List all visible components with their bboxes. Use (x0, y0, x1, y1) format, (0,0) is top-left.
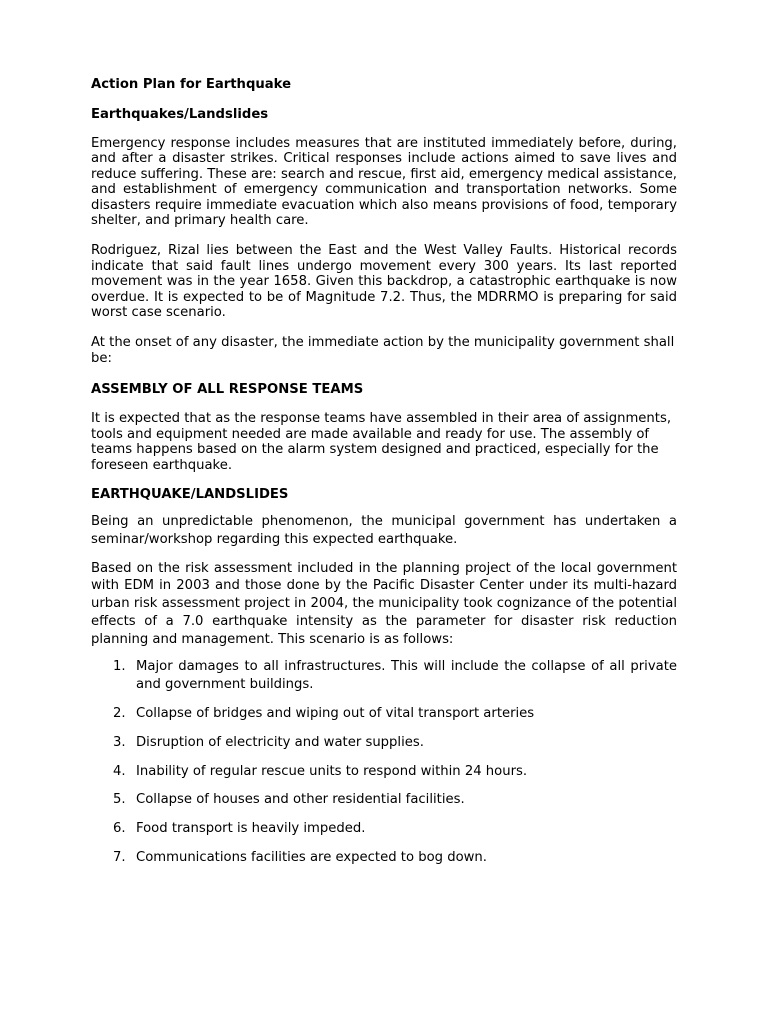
list-item (91, 734, 677, 752)
emergency-response-paragraph: Emergency response includes measures that are instituted immediately before, during, and after a disaster strikes. Critical responses include actions aimed to save lives and reduce suffering. These are: search and rescue, first aid, emergency medical assistance, and establishment of emergency communication and transportation networks. Some disasters require immediate evacuation which also means provisions of food, temporary shelter, and primary health care. (91, 136, 677, 229)
seminar-paragraph: Being an unpredictable phenomenon, the municipal government has undertaken a seminar/workshop regarding this expected earthquake. (91, 513, 677, 547)
list-item-text: Inability of regular rescue units to respond within 24 hours. (136, 763, 528, 779)
list-item-text: Collapse of houses and other residential facilities. (136, 792, 465, 808)
list-item-text: Communications facilities are expected to bog down. (136, 850, 487, 866)
list-item (91, 658, 677, 694)
assembly-heading: ASSEMBLY OF ALL RESPONSE TEAMS (91, 382, 364, 398)
list-item-number: 3. (113, 734, 126, 750)
list-item-number: 4. (113, 763, 126, 779)
list-item-text: Collapse of bridges and wiping out of vital transport arteries (136, 706, 535, 722)
list-item (91, 763, 677, 781)
list-item (91, 849, 677, 867)
document-subtitle: Earthquakes/Landslides (91, 107, 269, 122)
scenario-list (91, 658, 677, 866)
document-title: Action Plan for Earthquake (91, 77, 292, 92)
list-item-number: 6. (113, 821, 126, 837)
list-item-number: 7. (113, 850, 126, 866)
assembly-paragraph: It is expected that as the response teams have assembled in their area of assignments, tools and equipment needed are made available and ready for use. The assembly of teams happens based on the alarm system designed and practiced, especially for the foreseen earthquake. (91, 411, 672, 473)
fault-lines-paragraph: Rodriguez, Rizal lies between the East and the West Valley Faults. Historical records indicate that said fault lines undergo movement every 300 years. Its last reported movement was in the year 1658. Given this backdrop, a catastrophic earthquake is now overdue. It is expected to be of Magnitude 7.2. Thus, the MDRRMO is preparing for said worst case scenario. (91, 243, 677, 321)
list-item (91, 705, 677, 723)
list-item (91, 791, 677, 809)
risk-assessment-paragraph: Based on the risk assessment included in the planning project of the local government with EDM in 2003 and those done by the Pacific Disaster Center under its multi-hazard urban risk assessment project in 2004, the municipality took cognizance of the potential effects of a 7.0 earthquake intensity as the parameter for disaster risk reduction planning and management. This scenario is as follows: (91, 560, 677, 647)
list-item (91, 820, 677, 838)
list-item-number: 2. (113, 706, 126, 722)
list-item-number: 5. (113, 792, 126, 808)
document-page (91, 76, 677, 878)
list-item-text: Food transport is heavily impeded. (136, 821, 366, 837)
list-item-number: 1. (113, 659, 126, 675)
list-item-text: Major damages to all infrastructures. This will include the collapse of all private and government buildings. (136, 659, 677, 693)
earthquake-landslides-heading: EARTHQUAKE/LANDSLIDES (91, 486, 289, 502)
onset-paragraph: At the onset of any disaster, the immediate action by the municipality government shall be: (91, 335, 675, 366)
list-item-text: Disruption of electricity and water supplies. (136, 734, 424, 750)
